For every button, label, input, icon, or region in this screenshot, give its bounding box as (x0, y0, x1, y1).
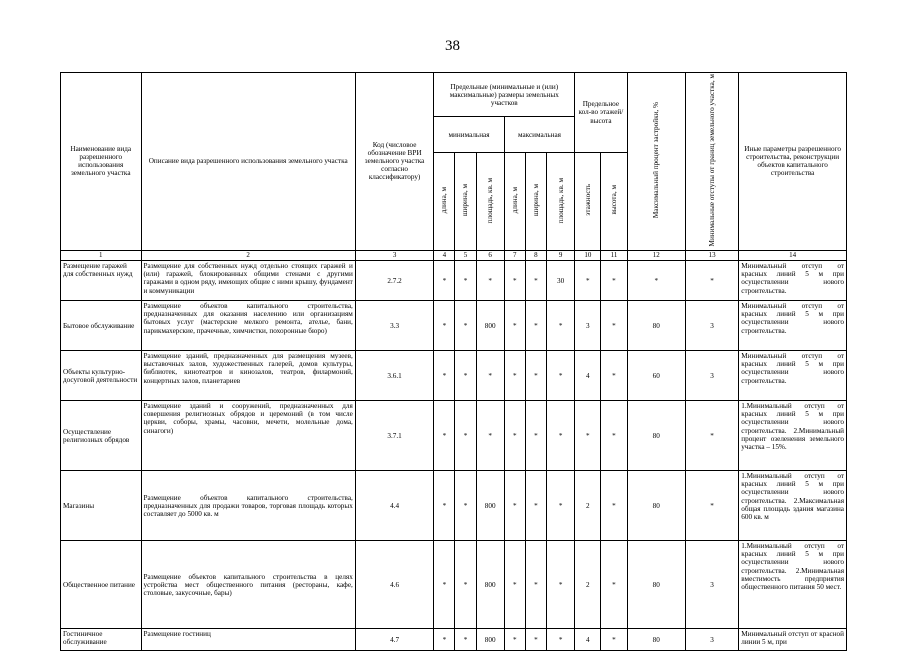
height-value: * (601, 301, 627, 351)
min-width-value: * (455, 351, 476, 401)
max-area-value: * (546, 401, 574, 471)
min-length-value: * (434, 541, 455, 629)
other-parameters: Минимальный отступ от красных линий 5 м при осуществлении нового строительства. (739, 351, 847, 401)
setback-value: 3 (685, 541, 738, 629)
use-description: Размещение зданий, предназначенных для размещения музеев, выставочных залов, художественных галерей, домов культуры, библиотек, кинотеатров и кинозалов, театров, филармоний, концертных залов, планетариев (141, 351, 355, 401)
coverage-value: 80 (627, 401, 685, 471)
column-number: 8 (525, 250, 546, 261)
max-length-value: * (504, 629, 525, 651)
max-length-value: * (504, 301, 525, 351)
use-code: 3.3 (355, 301, 433, 351)
column-number: 11 (601, 250, 627, 261)
use-description: Размещение зданий и сооружений, предназначенных для совершения религиозных обрядов и церемоний (в том числе церкви, соборы, храмы, часовни, мечети, молельные дома, синагоги) (141, 401, 355, 471)
column-number: 6 (476, 250, 504, 261)
height-value: * (601, 351, 627, 401)
header-floors: этажность (575, 152, 601, 250)
min-area-value: 800 (476, 301, 504, 351)
floors-value: 3 (575, 301, 601, 351)
max-length-value: * (504, 541, 525, 629)
column-number-row (61, 250, 847, 261)
other-parameters: Минимальный отступ от красных линий 5 м при осуществлении нового строительства. (739, 301, 847, 351)
use-description: Размещение объектов капитального строительства, предназначенных для продажи товаров, торговая площадь которых составляет до 5000 кв. м (141, 471, 355, 541)
max-area-value: * (546, 541, 574, 629)
table-row (61, 351, 847, 401)
column-number: 1 (61, 250, 142, 261)
height-value: * (601, 471, 627, 541)
min-length-value: * (434, 401, 455, 471)
other-parameters: Минимальный отступ от красной линии 5 м, при (739, 629, 847, 651)
floors-value: * (575, 261, 601, 301)
header-maximum: максимальная (504, 117, 575, 153)
table-row (61, 471, 847, 541)
height-value: * (601, 401, 627, 471)
max-width-value: * (525, 401, 546, 471)
min-width-value: * (455, 401, 476, 471)
max-area-value: * (546, 471, 574, 541)
column-number: 14 (739, 250, 847, 261)
height-value: * (601, 261, 627, 301)
min-width-value: * (455, 541, 476, 629)
other-parameters: Минимальный отступ от красных линий 5 м при осуществлении нового строительства. (739, 261, 847, 301)
table-row (61, 261, 847, 301)
use-name: Осуществление религиозных обрядов (61, 401, 142, 471)
column-number: 5 (455, 250, 476, 261)
max-area-value: * (546, 629, 574, 651)
floors-value: 4 (575, 629, 601, 651)
use-code: 4.7 (355, 629, 433, 651)
column-number: 7 (504, 250, 525, 261)
header-name: Наименование вида разрешенного использования земельного участка (61, 73, 142, 251)
coverage-value: 80 (627, 301, 685, 351)
column-number: 9 (546, 250, 574, 261)
use-name: Общественное питание (61, 541, 142, 629)
header-coverage: Максимальный процент застройки, % (627, 73, 685, 251)
header-floors-height: Предельное кол-во этажей/ высота (575, 73, 627, 153)
use-code: 3.6.1 (355, 351, 433, 401)
floors-value: 2 (575, 541, 601, 629)
min-area-value: 800 (476, 629, 504, 651)
setback-value: 3 (685, 301, 738, 351)
min-length-value: * (434, 301, 455, 351)
max-length-value: * (504, 401, 525, 471)
header-minimum: минимальная (434, 117, 504, 153)
header-setbacks: Минимальные отступы от границ земельного участка, м (685, 73, 738, 251)
max-length-value: * (504, 351, 525, 401)
min-width-value: * (455, 471, 476, 541)
header-max-area: площадь, кв. м (546, 152, 574, 250)
coverage-value: 80 (627, 471, 685, 541)
coverage-value: * (627, 261, 685, 301)
header-min-area: площадь, кв. м (476, 152, 504, 250)
min-length-value: * (434, 351, 455, 401)
table-row (61, 401, 847, 471)
column-number: 12 (627, 250, 685, 261)
header-other: Иные параметры разрешенного строительства, реконструкции объектов капитального строительства (739, 73, 847, 251)
max-width-value: * (525, 541, 546, 629)
floors-value: 2 (575, 471, 601, 541)
floors-value: * (575, 401, 601, 471)
setback-value: * (685, 471, 738, 541)
floors-value: 4 (575, 351, 601, 401)
header-max-length: длина, м (504, 152, 525, 250)
height-value: * (601, 541, 627, 629)
max-width-value: * (525, 471, 546, 541)
header-code: Код (числовое обозначение ВРИ земельного участка согласно классификатору) (355, 73, 433, 251)
max-width-value: * (525, 261, 546, 301)
use-description: Размещение объектов капитального строительства в целях устройства мест общественного питания (рестораны, кафе, столовые, закусочные, бары) (141, 541, 355, 629)
use-code: 3.7.1 (355, 401, 433, 471)
use-code: 4.6 (355, 541, 433, 629)
use-name: Бытовое обслуживание (61, 301, 142, 351)
use-description: Размещение гостиниц (141, 629, 355, 651)
other-parameters: 1.Минимальный отступ от красных линий 5 м при осуществлении нового строительства. 2.Максимальная общая площадь здания магазина 600 кв. м (739, 471, 847, 541)
use-name: Объекты культурно-досуговой деятельности (61, 351, 142, 401)
setback-value: 3 (685, 629, 738, 651)
column-number: 4 (434, 250, 455, 261)
min-length-value: * (434, 629, 455, 651)
coverage-value: 60 (627, 351, 685, 401)
header-max-width: ширина, м (525, 152, 546, 250)
min-length-value: * (434, 261, 455, 301)
max-area-value: * (546, 301, 574, 351)
min-area-value: * (476, 351, 504, 401)
max-length-value: * (504, 471, 525, 541)
use-description: Размещение объектов капитального строительства, предназначенных для оказания населению или организациям бытовых услуг (мастерские мелкого ремонта, ателье, бани, парикмахерские, прачечные, химчистки, похоронные бюро) (141, 301, 355, 351)
max-width-value: * (525, 351, 546, 401)
header-min-width: ширина, м (455, 152, 476, 250)
max-width-value: * (525, 301, 546, 351)
page-number: 38 (445, 38, 460, 54)
use-code: 4.4 (355, 471, 433, 541)
use-name: Размещение гаражей для собственных нужд (61, 261, 142, 301)
setback-value: 3 (685, 351, 738, 401)
column-number: 10 (575, 250, 601, 261)
max-area-value: * (546, 351, 574, 401)
max-length-value: * (504, 261, 525, 301)
column-number: 13 (685, 250, 738, 261)
min-length-value: * (434, 471, 455, 541)
column-number: 2 (141, 250, 355, 261)
min-area-value: 800 (476, 541, 504, 629)
max-area-value: 30 (546, 261, 574, 301)
header-plot-sizes: Предельные (минимальные и (или) максимальные) размеры земельных участков (434, 73, 575, 117)
min-area-value: * (476, 401, 504, 471)
coverage-value: 80 (627, 541, 685, 629)
zoning-table (60, 72, 847, 651)
min-width-value: * (455, 629, 476, 651)
min-area-value: 800 (476, 471, 504, 541)
use-description: Размещение для собственных нужд отдельно стоящих гаражей и (или) гаражей, блокированных общими стенами с другими гаражами в одном ряду, имеющих общие с ними крышу, фундамент и коммуникации (141, 261, 355, 301)
setback-value: * (685, 401, 738, 471)
header-min-length: длина, м (434, 152, 455, 250)
use-code: 2.7.2 (355, 261, 433, 301)
coverage-value: 80 (627, 629, 685, 651)
min-width-value: * (455, 261, 476, 301)
header-height: высота, м (601, 152, 627, 250)
setback-value: * (685, 261, 738, 301)
height-value: * (601, 629, 627, 651)
max-width-value: * (525, 629, 546, 651)
use-name: Магазины (61, 471, 142, 541)
min-area-value: * (476, 261, 504, 301)
other-parameters: 1.Минимальный отступ от красных линий 5 м при осуществлении нового строительства. 2.Минимальная вместимость предприятия общественного питания 50 мест. (739, 541, 847, 629)
column-number: 3 (355, 250, 433, 261)
other-parameters: 1.Минимальный отступ от красных линий 5 м при осуществлении нового строительства. 2.Минимальный процент озеленения земельного участка – 15%. (739, 401, 847, 471)
header-description: Описание вида разрешенного использования земельного участка (141, 73, 355, 251)
table-row (61, 541, 847, 629)
min-width-value: * (455, 301, 476, 351)
use-name: Гостиничное обслуживание (61, 629, 142, 651)
table-row (61, 301, 847, 351)
